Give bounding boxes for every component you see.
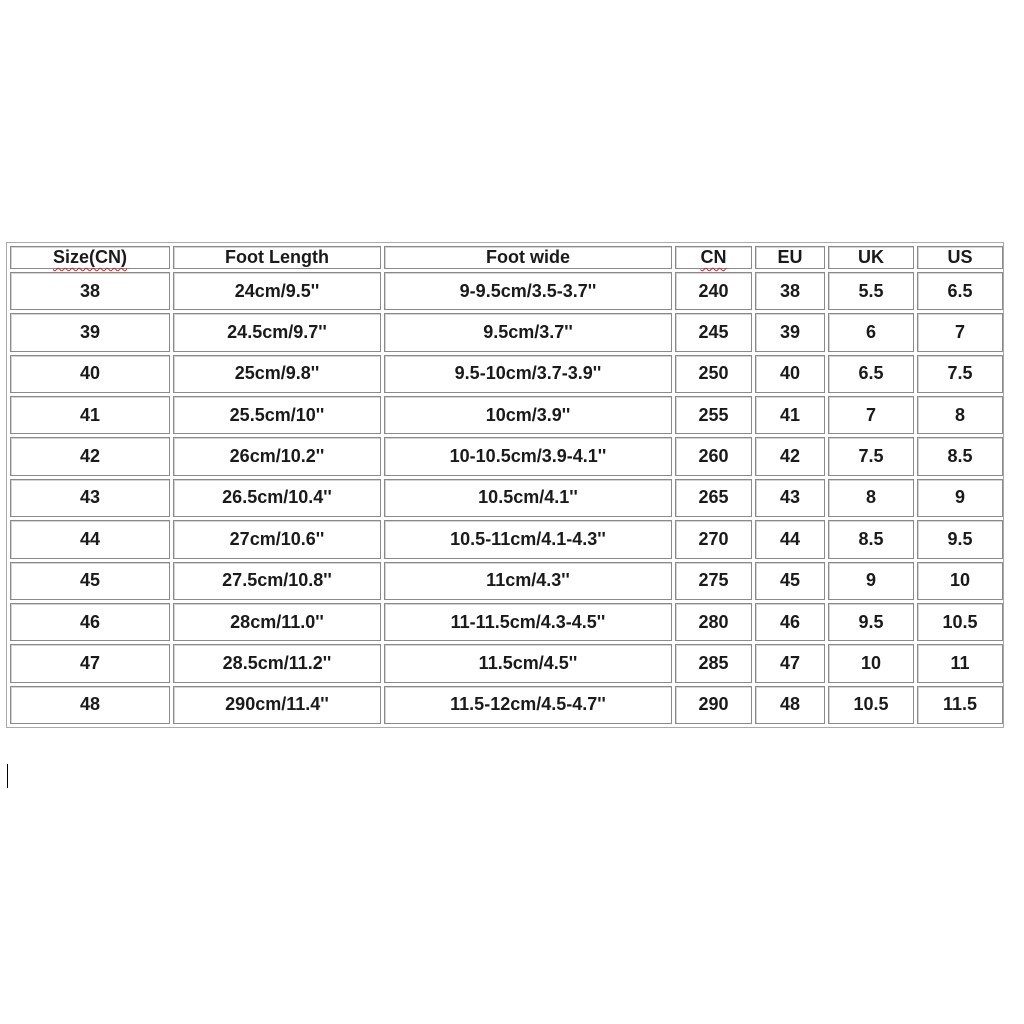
cell-size-cn: 45 xyxy=(10,562,170,600)
cell-cn: 255 xyxy=(675,396,752,434)
cell-foot-wide: 11.5cm/4.5'' xyxy=(384,644,672,682)
cell-eu: 47 xyxy=(755,644,825,682)
cell-size-cn: 40 xyxy=(10,355,170,393)
cell-uk: 6 xyxy=(828,313,914,351)
table-row xyxy=(10,520,1003,558)
table-row xyxy=(10,396,1003,434)
table-row xyxy=(10,272,1003,310)
cell-foot-length: 27.5cm/10.8'' xyxy=(173,562,381,600)
cell-eu: 42 xyxy=(755,437,825,475)
cell-cn: 290 xyxy=(675,686,752,724)
cell-eu: 45 xyxy=(755,562,825,600)
header-cn: CN xyxy=(675,246,752,269)
cell-uk: 5.5 xyxy=(828,272,914,310)
cell-cn: 250 xyxy=(675,355,752,393)
cell-eu: 46 xyxy=(755,603,825,641)
cell-foot-wide: 10-10.5cm/3.9-4.1'' xyxy=(384,437,672,475)
text-cursor xyxy=(7,764,8,788)
cell-us: 11 xyxy=(917,644,1003,682)
cell-uk: 10.5 xyxy=(828,686,914,724)
cell-eu: 44 xyxy=(755,520,825,558)
cell-uk: 8.5 xyxy=(828,520,914,558)
cell-size-cn: 43 xyxy=(10,479,170,517)
size-table xyxy=(7,243,1006,727)
cell-uk: 10 xyxy=(828,644,914,682)
header-size-cn: Size(CN) xyxy=(10,246,170,269)
cell-us: 10 xyxy=(917,562,1003,600)
cell-eu: 43 xyxy=(755,479,825,517)
cell-eu: 41 xyxy=(755,396,825,434)
cell-size-cn: 44 xyxy=(10,520,170,558)
table-row xyxy=(10,603,1003,641)
cell-foot-length: 27cm/10.6'' xyxy=(173,520,381,558)
cell-us: 7.5 xyxy=(917,355,1003,393)
cell-eu: 39 xyxy=(755,313,825,351)
header-us: US xyxy=(917,246,1003,269)
cell-us: 11.5 xyxy=(917,686,1003,724)
table-row xyxy=(10,686,1003,724)
cell-foot-length: 26.5cm/10.4'' xyxy=(173,479,381,517)
cell-foot-wide: 11cm/4.3'' xyxy=(384,562,672,600)
cell-cn: 260 xyxy=(675,437,752,475)
cell-foot-length: 24cm/9.5'' xyxy=(173,272,381,310)
cell-eu: 38 xyxy=(755,272,825,310)
cell-foot-wide: 10cm/3.9'' xyxy=(384,396,672,434)
table-row xyxy=(10,313,1003,351)
cell-cn: 265 xyxy=(675,479,752,517)
table-row xyxy=(10,562,1003,600)
cell-us: 7 xyxy=(917,313,1003,351)
cell-cn: 285 xyxy=(675,644,752,682)
cell-cn: 275 xyxy=(675,562,752,600)
cell-foot-length: 290cm/11.4'' xyxy=(173,686,381,724)
cell-foot-wide: 9.5-10cm/3.7-3.9'' xyxy=(384,355,672,393)
cell-size-cn: 47 xyxy=(10,644,170,682)
header-foot-length: Foot Length xyxy=(173,246,381,269)
cell-foot-wide: 9.5cm/3.7'' xyxy=(384,313,672,351)
header-foot-wide: Foot wide xyxy=(384,246,672,269)
cell-foot-wide: 11-11.5cm/4.3-4.5'' xyxy=(384,603,672,641)
cell-us: 6.5 xyxy=(917,272,1003,310)
cell-size-cn: 38 xyxy=(10,272,170,310)
cell-us: 9.5 xyxy=(917,520,1003,558)
cell-foot-length: 24.5cm/9.7'' xyxy=(173,313,381,351)
cell-eu: 48 xyxy=(755,686,825,724)
cell-uk: 8 xyxy=(828,479,914,517)
table-row xyxy=(10,355,1003,393)
cell-foot-wide: 11.5-12cm/4.5-4.7'' xyxy=(384,686,672,724)
cell-uk: 9.5 xyxy=(828,603,914,641)
cell-foot-length: 28.5cm/11.2'' xyxy=(173,644,381,682)
cell-foot-length: 28cm/11.0'' xyxy=(173,603,381,641)
cell-uk: 7.5 xyxy=(828,437,914,475)
cell-foot-length: 25.5cm/10'' xyxy=(173,396,381,434)
cell-uk: 9 xyxy=(828,562,914,600)
cell-foot-wide: 10.5-11cm/4.1-4.3'' xyxy=(384,520,672,558)
cell-cn: 245 xyxy=(675,313,752,351)
cell-us: 8 xyxy=(917,396,1003,434)
cell-size-cn: 42 xyxy=(10,437,170,475)
cell-foot-wide: 10.5cm/4.1'' xyxy=(384,479,672,517)
cell-us: 8.5 xyxy=(917,437,1003,475)
table-row xyxy=(10,479,1003,517)
cell-cn: 240 xyxy=(675,272,752,310)
cell-size-cn: 41 xyxy=(10,396,170,434)
cell-foot-wide: 9-9.5cm/3.5-3.7'' xyxy=(384,272,672,310)
cell-cn: 270 xyxy=(675,520,752,558)
cell-size-cn: 39 xyxy=(10,313,170,351)
cell-uk: 6.5 xyxy=(828,355,914,393)
cell-cn: 280 xyxy=(675,603,752,641)
header-eu: EU xyxy=(755,246,825,269)
table-row xyxy=(10,644,1003,682)
cell-eu: 40 xyxy=(755,355,825,393)
cell-size-cn: 46 xyxy=(10,603,170,641)
cell-us: 9 xyxy=(917,479,1003,517)
header-uk: UK xyxy=(828,246,914,269)
size-chart xyxy=(6,242,1004,728)
cell-uk: 7 xyxy=(828,396,914,434)
table-row xyxy=(10,437,1003,475)
cell-foot-length: 26cm/10.2'' xyxy=(173,437,381,475)
cell-size-cn: 48 xyxy=(10,686,170,724)
cell-foot-length: 25cm/9.8'' xyxy=(173,355,381,393)
cell-us: 10.5 xyxy=(917,603,1003,641)
header-row xyxy=(10,246,1003,269)
